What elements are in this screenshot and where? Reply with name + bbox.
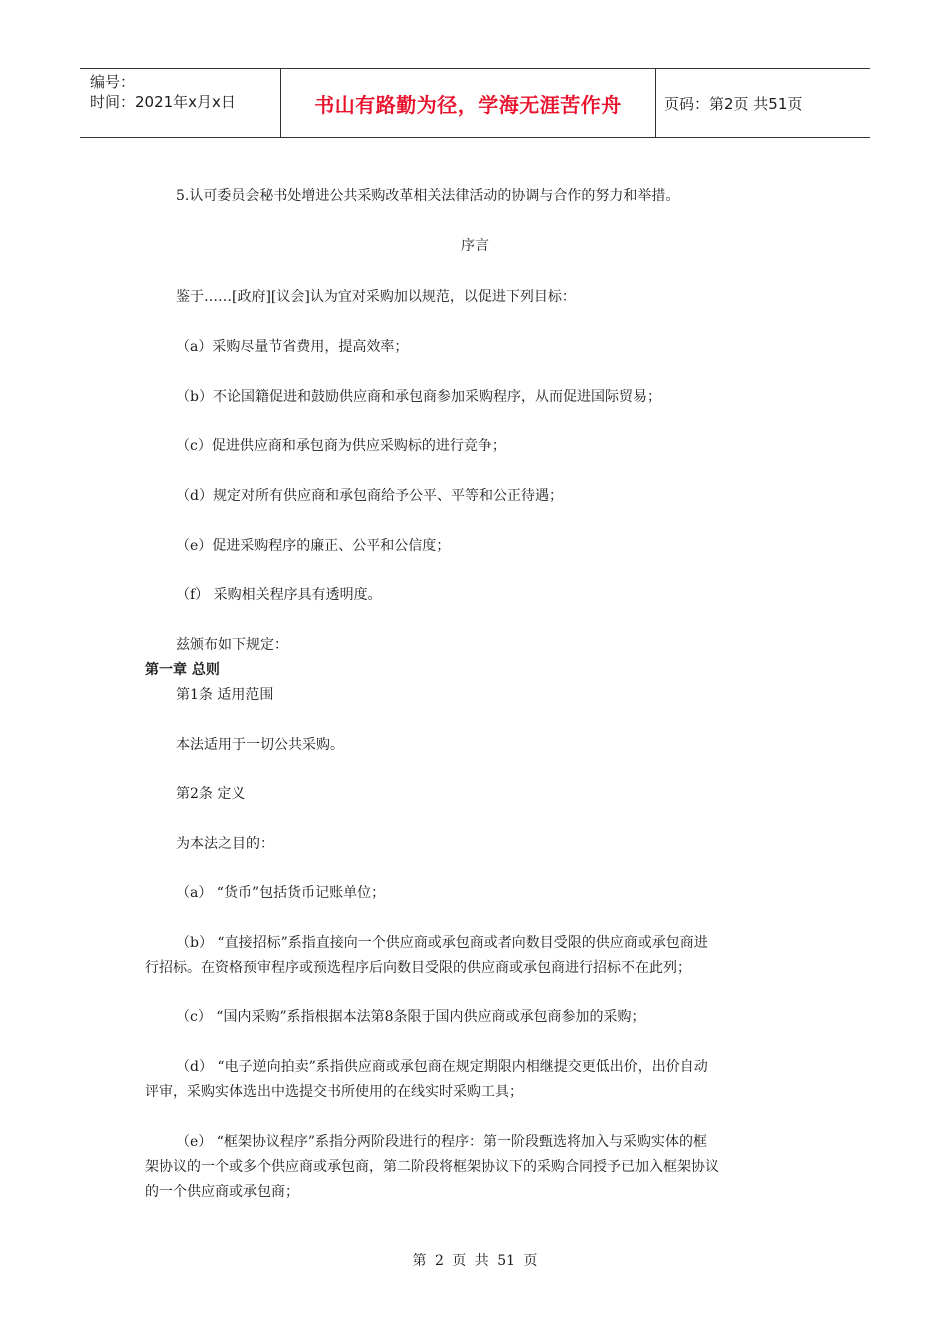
chapter-heading: 第一章 总则 xyxy=(145,662,220,678)
definition-e-line-2: 架协议的一个或多个供应商或承包商，第二阶段将框架协议下的采购合同授予已加入框架协议 xyxy=(145,1159,719,1175)
paragraph-intro-5: 5.认可委员会秘书处增进公共采购改革相关法律活动的协调与合作的努力和举措。 xyxy=(176,188,680,204)
header-meta xyxy=(80,69,280,137)
page-footer xyxy=(0,1250,950,1270)
definition-e-line-3: 的一个供应商或承包商； xyxy=(145,1184,299,1200)
definition-a: （a） “货币”包括货币记账单位； xyxy=(176,885,386,901)
page-header xyxy=(80,68,870,138)
paragraph-enact: 兹颁布如下规定： xyxy=(176,637,288,653)
definition-c: （c） “国内采购”系指根据本法第8条限于国内供应商或承包商参加的采购； xyxy=(176,1009,646,1025)
definition-b-line-2: 行招标。在资格预审程序或预选程序后向数目受限的供应商或承包商进行招标不在此列； xyxy=(145,960,691,976)
footer-page-number: 第 2 页 共 51 页 xyxy=(412,1253,538,1269)
article-2-intro: 为本法之目的： xyxy=(176,836,274,852)
motto: 书山有路勤为径，学海无涯苦作舟 xyxy=(314,92,622,117)
paragraph-whereas: 鉴于……[政府][议会]认为宜对采购加以规范，以促进下列目标： xyxy=(176,289,576,305)
definition-b-line-1: （b） “直接招标”系指直接向一个供应商或承包商或者向数目受限的供应商或承包商进 xyxy=(176,935,708,951)
preamble-title: 序言 xyxy=(461,238,489,254)
header-page-info xyxy=(654,69,870,137)
objective-e: （e）促进采购程序的廉正、公平和公信度； xyxy=(176,538,451,554)
article-2-title: 第2条 定义 xyxy=(176,786,246,802)
objective-c: （c）促进供应商和承包商为供应采购标的进行竞争； xyxy=(176,438,506,454)
objective-d: （d）规定对所有供应商和承包商给予公平、平等和公正待遇； xyxy=(176,488,563,504)
definition-e-line-1: （e） “框架协议程序”系指分两阶段进行的程序：第一阶段甄选将加入与采购实体的框 xyxy=(176,1134,708,1150)
definition-d-line-1: （d） “电子逆向拍卖”系指供应商或承包商在规定期限内相继提交更低出价，出价自动 xyxy=(176,1059,708,1075)
article-1-title: 第1条 适用范围 xyxy=(176,687,274,703)
objective-f: （f） 采购相关程序具有透明度。 xyxy=(176,587,382,603)
article-1-text: 本法适用于一切公共采购。 xyxy=(176,737,344,753)
objective-a: （a）采购尽量节省费用，提高效率； xyxy=(176,339,409,355)
number-label: 编号： xyxy=(90,73,136,91)
date-label: 时间：2021年x月x日 xyxy=(90,93,236,111)
page-info: 页码：第2页 共51页 xyxy=(664,94,803,113)
definition-d-line-2: 评审，采购实体选出中选提交书所使用的在线实时采购工具； xyxy=(145,1084,523,1100)
header-motto-cell xyxy=(280,69,656,137)
objective-b: （b）不论国籍促进和鼓励供应商和承包商参加采购程序，从而促进国际贸易； xyxy=(176,389,661,405)
